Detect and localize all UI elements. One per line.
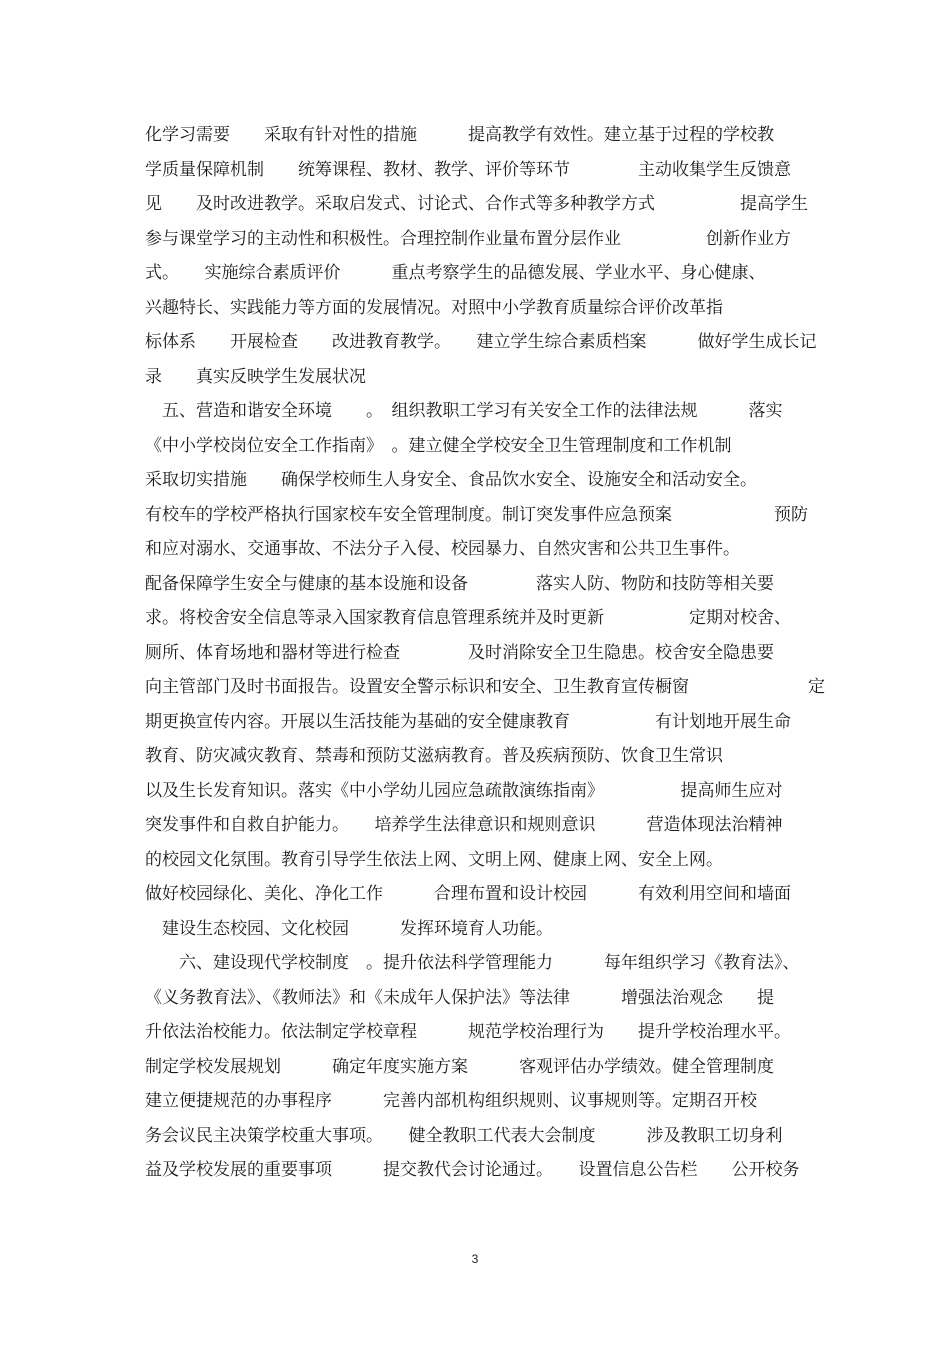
text-line: 五、营造和谐安全环境 。 组织教职工学习有关安全工作的法律法规 落实 <box>145 401 783 421</box>
text-line: 向主管部门及时书面报告。设置安全警示标识和安全、卫生教育宣传橱窗 定 <box>145 677 825 697</box>
text-line: 以及生长发育知识。落实《中小学幼儿园应急疏散演练指南》 提高师生应对 <box>145 780 783 801</box>
text-line: 式。 实施综合素质评价 重点考察学生的品德发展、学业水平、身心健康、 <box>145 263 766 283</box>
text-line: 学质量保障机制 统筹课程、教材、教学、评价等环节 主动收集学生反馈意 <box>145 159 791 180</box>
text-line: 建设生态校园、文化校园 发挥环境育人功能。 <box>145 918 553 939</box>
text-line: 务会议民主决策学校重大事项。 健全教职工代表大会制度 涉及教职工切身利 <box>145 1125 783 1146</box>
text-line: 厕所、体育场地和器材等进行检查 及时消除安全卫生隐患。校舍安全隐患要 <box>145 642 774 663</box>
text-line: 求。将校舍安全信息等录入国家教育信息管理系统并及时更新 定期对校舍、 <box>145 608 791 628</box>
text-line: 有校车的学校严格执行国家校车安全管理制度。制订突发事件应急预案 预防 <box>145 504 808 525</box>
text-line: 教育、防灾减灾教育、禁毒和预防艾滋病教育。普及疾病预防、饮食卫生常识 <box>145 746 723 766</box>
text-line: 六、建设现代学校制度 。提升依法科学管理能力 每年组织学习《教育法》、 <box>145 953 800 973</box>
text-line: 兴趣特长、实践能力等方面的发展情况。对照中小学教育质量综合评价改革指 <box>145 297 723 318</box>
text-line: 的校园文化氛围。教育引导学生依法上网、文明上网、健康上网、安全上网。 <box>145 849 723 870</box>
text-line: 《中小学校岗位安全工作指南》 。建立健全学校安全卫生管理制度和工作机制 <box>145 435 732 456</box>
text-line: 化学习需要 采取有针对性的措施 提高教学有效性。建立基于过程的学校教 <box>145 125 774 145</box>
text-line: 见 及时改进教学。采取启发式、讨论式、合作式等多种教学方式 提高学生 <box>145 194 808 214</box>
text-line: 益及学校发展的重要事项 提交教代会讨论通过。 设置信息公告栏 公开校务 <box>145 1160 800 1180</box>
text-line: 标体系 开展检查 改进教育教学。 建立学生综合素质档案 做好学生成长记 <box>145 332 817 352</box>
text-line: 做好校园绿化、美化、净化工作 合理布置和设计校园 有效利用空间和墙面 <box>145 884 791 904</box>
text-line: 期更换宣传内容。开展以生活技能为基础的安全健康教育 有计划地开展生命 <box>145 711 791 732</box>
page-number: 3 <box>471 1252 479 1266</box>
text-line: 采取切实措施 确保学校师生人身安全、食品饮水安全、设施安全和活动安全。 <box>145 470 757 490</box>
text-line: 录 真实反映学生发展状况 <box>145 366 366 387</box>
text-line: 《义务教育法》、《教师法》和《未成年人保护法》等法律 增强法治观念 提 <box>145 987 774 1008</box>
text-line: 配备保障学生安全与健康的基本设施和设备 落实人防、物防和技防等相关要 <box>145 573 774 594</box>
text-line: 制定学校发展规划 确定年度实施方案 客观评估办学绩效。健全管理制度 <box>145 1056 774 1077</box>
text-line: 建立便捷规范的办事程序 完善内部机构组织规则、议事规则等。定期召开校 <box>145 1091 757 1111</box>
text-line: 和应对溺水、交通事故、不法分子入侵、校园暴力、自然灾害和公共卫生事件。 <box>145 539 740 559</box>
text-line: 突发事件和自救自护能力。 培养学生法律意识和规则意识 营造体现法治精神 <box>145 815 783 835</box>
text-line: 升依法治校能力。依法制定学校章程 规范学校治理行为 提升学校治理水平。 <box>145 1022 791 1042</box>
text-line: 参与课堂学习的主动性和积极性。合理控制作业量布置分层作业 创新作业方 <box>145 228 791 249</box>
